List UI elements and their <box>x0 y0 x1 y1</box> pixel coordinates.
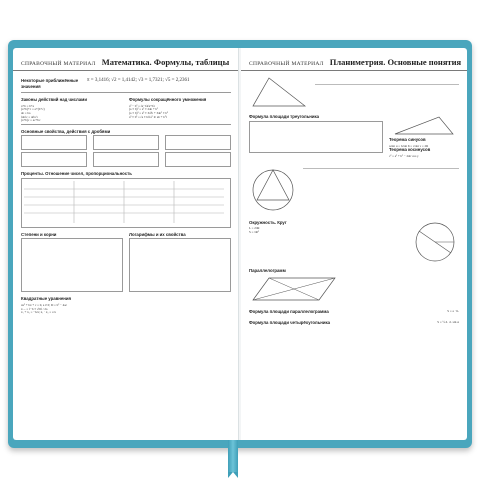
triangle-circle-section <box>249 162 459 216</box>
fraction-box <box>21 135 87 150</box>
law-line: a+b = b+a <box>21 103 35 108</box>
law-line: ab = ba <box>21 110 31 115</box>
left-page-tag: СПРАВОЧНЫЙ МАТЕРИАЛ <box>21 61 96 67</box>
percent-table <box>21 178 231 228</box>
fractions-title: Основные свойства, действия с дробями <box>21 128 111 134</box>
percent-title: Проценты. Отношение чисел, пропорциональность <box>21 171 132 177</box>
right-triangle-figure <box>389 114 459 136</box>
fraction-box <box>21 152 87 167</box>
fraction-box <box>93 152 159 167</box>
circle-formula: L = 2πR <box>249 226 260 230</box>
inscribed-triangle-figure <box>249 162 297 216</box>
logs-block <box>129 232 231 293</box>
quad-area-section <box>249 320 459 327</box>
laws-block <box>21 97 123 122</box>
circle-title: Окружность. Круг <box>249 219 287 225</box>
percent-section <box>21 171 231 228</box>
approx-values: π = 3,1416; √2 = 1,4142; √3 = 1,7321; √5 = 2,2361 <box>87 78 190 83</box>
right-page <box>241 48 467 440</box>
right-page-title: Планиметрия. Основные понятия <box>329 57 462 67</box>
quad-section <box>21 296 231 313</box>
percent-table-lines <box>24 181 224 223</box>
triangle-area-block <box>249 114 383 158</box>
approx-values-section <box>21 78 231 90</box>
law-line: (a+b)+c = a+(b+c) <box>21 107 45 111</box>
powers-logs-section <box>21 232 231 293</box>
right-page-header <box>241 48 467 71</box>
circle-formula: S = πR² <box>249 229 259 234</box>
sines-formula: a/sin α = b/sin β = c/sin γ = 2R <box>389 143 429 148</box>
cosines-formula: c² = a² + b² − 2ab·cos γ <box>389 153 419 158</box>
parallelogram-section <box>249 268 459 306</box>
fraction-box <box>165 152 231 167</box>
left-page-title: Математика. Формулы, таблицы <box>101 57 230 67</box>
parallelogram-area-title: Формула площади параллелограмма <box>249 309 329 315</box>
quad-area-title: Формула площади четырёхугольника <box>249 319 330 325</box>
logs-box <box>129 238 231 292</box>
cosines-title: Теорема косинусов <box>389 147 431 153</box>
triangle-figure <box>249 74 309 110</box>
law-line: (ab)c = a(bc) <box>21 114 38 119</box>
powers-title: Степени и корни <box>21 231 57 237</box>
parallelogram-figure <box>249 274 339 304</box>
fractions-section <box>21 129 231 168</box>
triangle-intro <box>249 74 459 110</box>
laws-title: Законы действий над числами <box>21 97 88 103</box>
abbr-title: Формулы сокращённого умножения <box>129 97 207 103</box>
fraction-box <box>165 135 231 150</box>
powers-box <box>21 238 123 292</box>
logs-title: Логарифмы и их свойства <box>129 231 186 237</box>
parallelogram-title: Параллелограмм <box>249 267 286 273</box>
quad-title: Квадратные уравнения <box>21 296 72 302</box>
quad-line: ax² + bx + c = 0, a ≠ 0; D = b² − 4ac <box>21 303 68 307</box>
triangle-area-section <box>249 114 459 158</box>
abbr-line: a² − b² = (a−b)(a+b) <box>129 103 155 108</box>
abbr-block <box>129 97 231 122</box>
left-page <box>13 48 239 440</box>
circle-section <box>249 220 459 264</box>
triangle-area-title: Формула площади треугольника <box>249 114 320 119</box>
fraction-box <box>93 135 159 150</box>
sines-cosines-block <box>389 114 459 158</box>
laws-abbr-section <box>21 97 231 122</box>
powers-block <box>21 232 123 293</box>
right-page-tag: СПРАВОЧНЫЙ МАТЕРИАЛ <box>249 61 324 67</box>
abbr-line: a³ ± b³ = (a ± b)(a² ∓ ab + b²) <box>129 114 167 119</box>
triangle-area-box <box>249 121 383 153</box>
law-line: (a+b)c = ac+bc <box>21 118 41 122</box>
quad-area-formula: S = ½ d₁ d₂ sin φ <box>437 319 459 324</box>
sines-title: Теорема синусов <box>389 137 426 143</box>
left-page-header <box>13 48 239 71</box>
circle-figure <box>411 220 459 264</box>
abbr-line: (a ± b)² = a² ± 2ab + b² <box>129 107 159 111</box>
approx-values-title: Некоторые приближённые значения <box>21 78 79 89</box>
quad-line: x₁,₂ = (−b ± √D) / 2a <box>21 306 48 311</box>
circle-block <box>249 220 405 264</box>
parallelogram-area-formula: S = a · hₐ <box>447 309 459 313</box>
quad-line: x₁ + x₂ = −b/a; x₁ · x₂ = c/a <box>21 310 56 314</box>
parallelogram-area-section <box>249 309 459 316</box>
abbr-line: (a ± b)³ = a³ ± 3a²b + 3ab² ± b³ <box>129 110 168 115</box>
